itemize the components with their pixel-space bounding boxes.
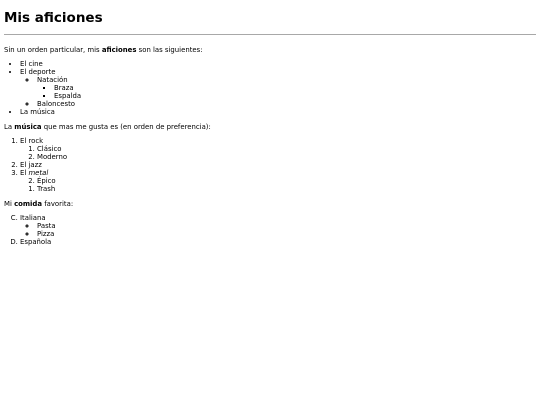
list-item-label: El [20, 169, 29, 177]
list-item-rock [20, 137, 536, 161]
hobbies-intro-text-before: Sin un orden particular, mis [4, 46, 102, 54]
music-intro-bold: música [14, 123, 42, 131]
hobbies-intro-text-after: son las siguientes: [136, 46, 203, 54]
list-item-espalda [54, 92, 536, 100]
list-item-deporte [20, 68, 536, 108]
list-item-cine [20, 60, 536, 68]
list-item-label-italic: metal [28, 169, 49, 177]
list-item-label: Pizza [37, 230, 55, 238]
music-list [4, 137, 536, 193]
list-item-label: Épico [37, 177, 56, 185]
list-item-natacion [37, 76, 536, 100]
list-item-label: Baloncesto [37, 100, 75, 108]
list-item-braza [54, 84, 536, 92]
list-item-baloncesto [37, 100, 536, 108]
list-item-epico [37, 177, 536, 185]
list-item-label: El rock [20, 137, 44, 145]
food-list [4, 214, 536, 246]
rock-genres-list [20, 145, 536, 161]
list-item-label: Braza [54, 84, 74, 92]
music-intro-text-before: La [4, 123, 15, 131]
hobbies-intro-bold: aficiones [101, 46, 137, 54]
food-intro [4, 200, 536, 208]
list-item-trash [37, 185, 536, 193]
list-item-label: Trash [37, 185, 56, 193]
list-item-label: El deporte [20, 68, 56, 76]
list-item-clasico [37, 145, 536, 153]
music-intro-text-after: que mas me gusta es (en orden de preferencia): [41, 123, 211, 131]
list-item-label: Italiana [20, 214, 46, 222]
list-item-pizza [37, 230, 536, 238]
list-item-metal [20, 169, 536, 193]
music-intro [4, 123, 536, 131]
list-item-label: Natación [37, 76, 68, 84]
food-intro-text-before: Mi [4, 200, 15, 208]
list-item-musica [20, 108, 536, 116]
list-item-moderno [37, 153, 536, 161]
list-item-label: El cine [20, 60, 43, 68]
list-item-label: Pasta [37, 222, 56, 230]
list-item-espanola [20, 238, 536, 246]
list-item-label: Clásico [37, 145, 62, 153]
hobbies-list [4, 60, 536, 116]
list-item-label: Española [20, 238, 52, 246]
food-intro-text-after: favorita: [42, 200, 74, 208]
page-title: Mis aficiones [4, 10, 103, 26]
italian-food-list [20, 222, 536, 238]
list-item-label: El jazz [20, 161, 42, 169]
sports-list [20, 76, 536, 108]
swimming-styles-list [37, 84, 536, 100]
food-intro-bold: comida [14, 200, 43, 208]
title-divider [4, 34, 536, 35]
metal-genres-list [20, 177, 536, 193]
list-item-label: Moderno [37, 153, 68, 161]
list-item-jazz [20, 161, 536, 169]
list-item-italiana [20, 214, 536, 238]
list-item-label: La música [20, 108, 55, 116]
list-item-pasta [37, 222, 536, 230]
list-item-label: Espalda [54, 92, 82, 100]
hobbies-intro [4, 46, 536, 54]
